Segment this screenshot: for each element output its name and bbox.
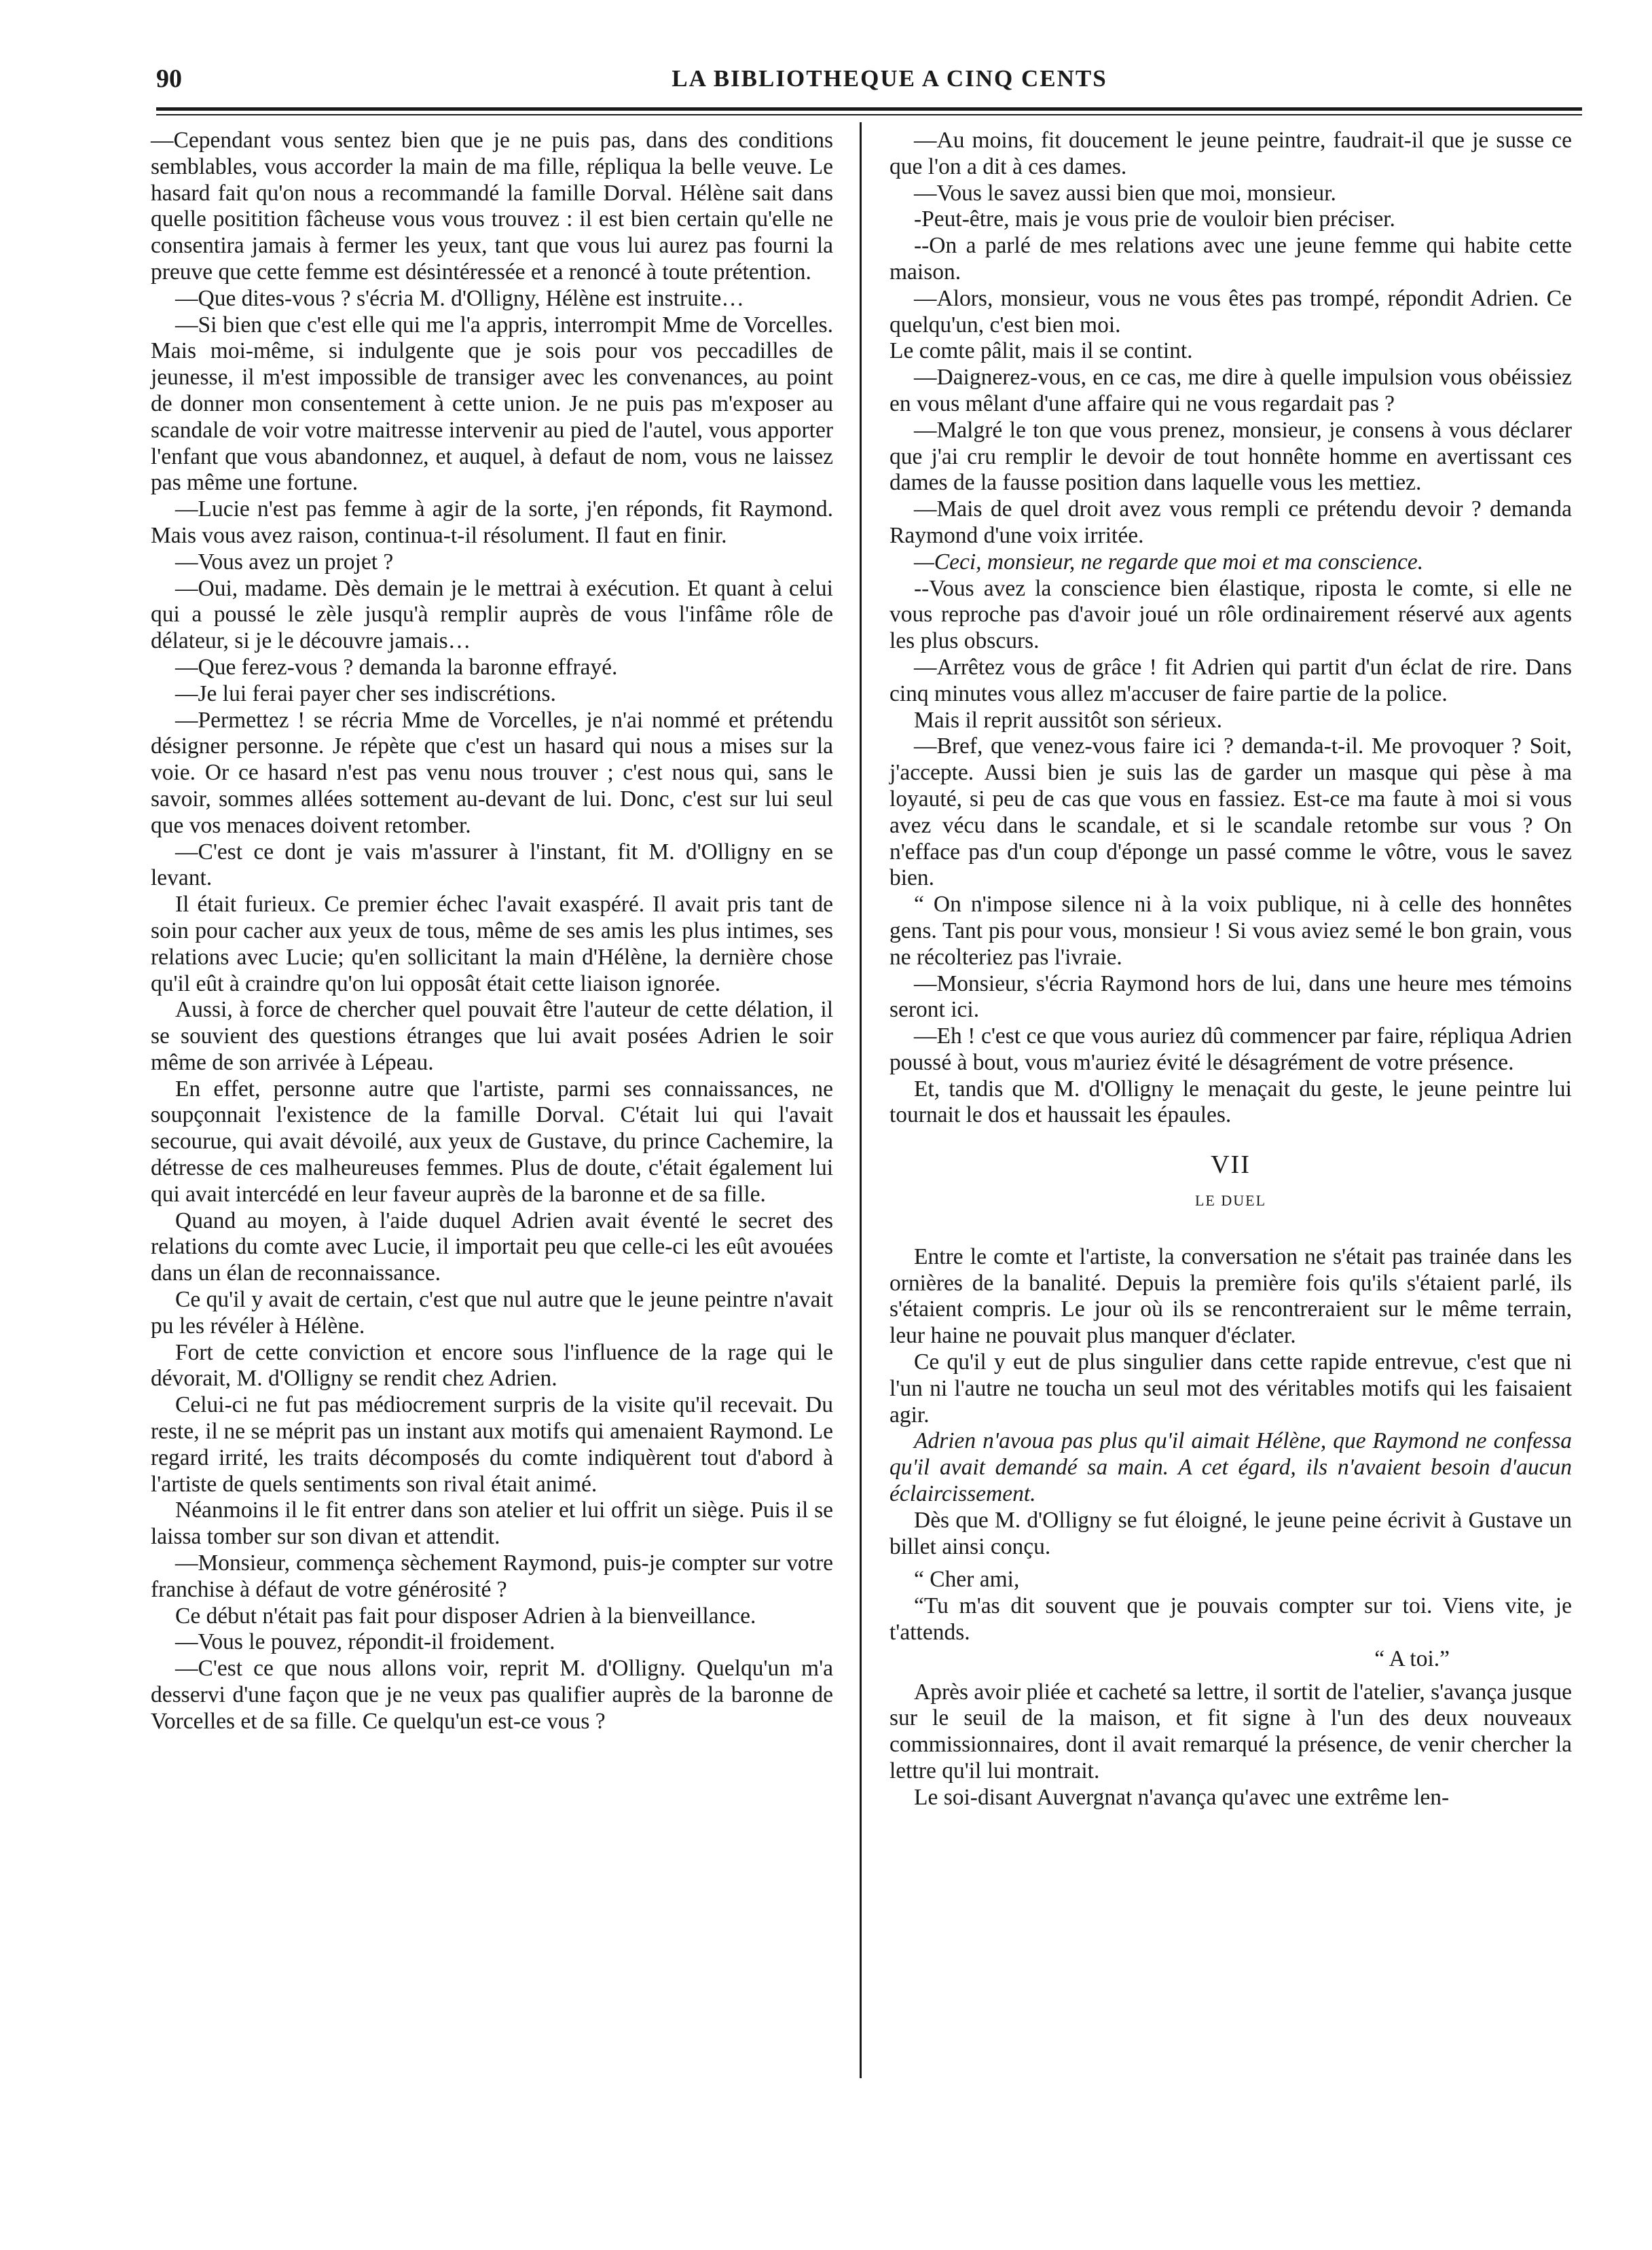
page-header	[156, 60, 1582, 101]
paragraph: —Vous avez un projet ?	[175, 549, 394, 575]
paragraph: —Daignerez-vous, en ce cas, me dire à quelle impulsion vous obéissiez en vous mêlant d'une affaire qui ne vous regardait pas ?	[889, 365, 1572, 416]
paragraph: --On a parlé de mes relations avec une jeune femme qui habite cette maison.	[889, 233, 1572, 285]
paragraph: --Vous avez la conscience bien élastique, riposta le comte, si elle ne vous reproche pas d'avoir joué un rôle ordinairement réservé aux agents les plus obscurs.	[889, 575, 1572, 654]
paragraph: —Vous le savez aussi bien que moi, monsieur.	[914, 180, 1336, 206]
paragraph: —Eh ! c'est ce que vous auriez dû commencer par faire, répliqua Adrien poussé à bout, vous m'auriez évité le désagrément de votre présence.	[889, 1023, 1572, 1075]
letter-signature: “ A toi.”	[1374, 1646, 1450, 1671]
page-number: 90	[156, 65, 182, 93]
paragraph: Celui-ci ne fut pas médiocrement surpris de la visite qu'il recevait. Du reste, il ne se méprit pas un instant aux motifs qui amenaient Raymond. Le regard irrité, les traits décomposés du comte indiquèrent tout d'abord à l'artiste de quels sentiments son rival était animé.	[151, 1392, 833, 1497]
letter-salutation: “ Cher ami,	[914, 1567, 1020, 1593]
paragraph: Ce qu'il y eut de plus singulier dans cette rapide entrevue, c'est que ni l'un ni l'autre ne toucha un seul mot des véritables motifs qui les faisaient agir.	[889, 1349, 1572, 1428]
column-divider	[860, 122, 862, 2078]
paragraph: Entre le comte et l'artiste, la conversation ne s'était pas trainée dans les ornières de la banalité. Depuis la première fois qu'ils s'étaient parlé, ils s'étaient compris. Le jour où ils se rencontreraient sur le même terrain, leur haine ne pouvait plus manquer d'éclater.	[889, 1244, 1572, 1349]
paragraph: Mais il reprit aussitôt son sérieux.	[914, 707, 1223, 733]
paragraph: —Malgré le ton que vous prenez, monsieur, je consens à vous déclarer que j'ai cru remplir le devoir de tout honnête homme en avertissant ces dames de la fausse position dans laquelle vous les mettiez.	[889, 417, 1572, 496]
paragraph: Et, tandis que M. d'Olligny le menaçait du geste, le jeune peintre lui tournait le dos et haussait les épaules.	[889, 1076, 1572, 1128]
paragraph: “ On n'impose silence ni à la voix publique, ni à celle des honnêtes gens. Tant pis pour vous, monsieur ! Si vous aviez semé le bon grain, vous ne récolteriez pas l'ivraie.	[889, 892, 1572, 970]
paragraph: —Monsieur, s'écria Raymond hors de lui, dans une heure mes témoins seront ici.	[889, 970, 1572, 1023]
paragraph: Fort de cette conviction et encore sous l'influence de la rage qui le dévorait, M. d'Olligny se rendit chez Adrien.	[151, 1339, 833, 1392]
paragraph: —Que ferez-vous ? demanda la baronne effrayé.	[175, 654, 618, 680]
paragraph: Le soi-disant Auvergnat n'avança qu'avec une extrême len-	[914, 1784, 1450, 1810]
paragraph: Néanmoins il le fit entrer dans son atelier et lui offrit un siège. Puis il se laissa tomber sur son divan et attendit.	[151, 1498, 833, 1550]
paragraph: Adrien n'avoua pas plus qu'il aimait Hélène, que Raymond ne confessa qu'il avait demandé sa main. A cet égard, ils n'avaient besoin d'aucun éclaircissement.	[889, 1428, 1572, 1507]
paragraph: —Alors, monsieur, vous ne vous êtes pas trompé, répondit Adrien. Ce quelqu'un, c'est bien moi.	[889, 285, 1572, 338]
paragraph: —Oui, madame. Dès demain je le mettrai à exécution. Et quant à celui qui a poussé le zèle jusqu'à remplir auprès de vous l'infâme rôle de délateur, si je le découvre jamais…	[151, 575, 833, 654]
paragraph: —Lucie n'est pas femme à agir de la sorte, j'en réponds, fit Raymond. Mais vous avez raison, continua-t-il résolument. Il faut en finir.	[151, 496, 833, 548]
paragraph: Dès que M. d'Olligny se fut éloigné, le jeune peine écrivit à Gustave un billet ainsi conçu.	[889, 1507, 1572, 1559]
chapter-number: VII	[1211, 1150, 1251, 1180]
paragraph: —Vous le pouvez, répondit-il froidement.	[175, 1629, 555, 1655]
paragraph: —C'est ce dont je vais m'assurer à l'instant, fit M. d'Olligny en se levant.	[151, 839, 833, 891]
paragraph: Ce qu'il y avait de certain, c'est que nul autre que le jeune peintre n'avait pu les révéler à Hélène.	[151, 1287, 833, 1339]
left-column	[151, 128, 833, 1735]
paragraph: —Monsieur, commença sèchement Raymond, puis-je compter sur votre franchise à défaut de votre générosité ?	[151, 1550, 833, 1602]
header-rule-thin	[156, 114, 1582, 115]
running-title: LA BIBLIOTHEQUE A CINQ CENTS	[672, 65, 1107, 92]
right-column	[889, 128, 1572, 1811]
paragraph: —Mais de quel droit avez vous rempli ce prétendu devoir ? demanda Raymond d'une voix irritée.	[889, 496, 1572, 548]
paragraph: —Bref, que venez-vous faire ici ? demanda-t-il. Me provoquer ? Soit, j'accepte. Aussi bien je suis las de garder un masque qui pèse à ma loyauté, si peu de cas que vous en fassiez. Est-ce ma faute à moi si vous avez vécu dans le scandale, et si le scandale retombe sur vous ? On n'efface pas d'un coup d'éponge un passé comme le vôtre, vous le savez bien.	[889, 733, 1572, 891]
paragraph: —Si bien que c'est elle qui me l'a appris, interrompit Mme de Vorcelles. Mais moi-même, si indulgente que je sois pour vos peccadilles de jeunesse, il m'est impossible de transiger avec les convenances, au point de donner mon consentement à cette union. Je ne puis pas m'exposer au scandale de voir votre maitresse intervenir au pied de l'autel, vous apporter l'enfant que vous abandonnez, et auquel, à defaut de nom, vous ne laissez pas même une fortune.	[151, 312, 833, 496]
paragraph: Aussi, à force de chercher quel pouvait être l'auteur de cette délation, il se souvient des questions étranges que lui avait posées Adrien le soir même de son arrivée à Lépeau.	[151, 997, 833, 1075]
header-rule-thick	[156, 107, 1582, 111]
paragraph: —C'est ce que nous allons voir, reprit M. d'Olligny. Quelqu'un m'a desservi d'une façon que je ne veux pas qualifier auprès de la baronne de Vorcelles et de sa fille. Ce quelqu'un est-ce vous ?	[151, 1656, 833, 1734]
paragraph: Il était furieux. Ce premier échec l'avait exaspéré. Il avait pris tant de soin pour cacher aux yeux de tous, même de ses amis les plus intimes, ses relations avec Lucie; qu'en sollicitant la main d'Hélène, la dernière chose qu'il eût à craindre qu'on lui opposât était cette liaison ignorée.	[151, 892, 833, 996]
paragraph: —Je lui ferai payer cher ses indiscrétions.	[175, 681, 556, 706]
paragraph: —Que dites-vous ? s'écria M. d'Olligny, Hélène est instruite…	[175, 285, 744, 311]
paragraph: Le comte pâlit, mais il se contint.	[889, 338, 1193, 364]
paragraph: —Arrêtez vous de grâce ! fit Adrien qui partit d'un éclat de rire. Dans cinq minutes vous allez m'accuser de faire partie de la police.	[889, 654, 1572, 706]
paragraph: —Au moins, fit doucement le jeune peintre, faudrait-il que je susse ce que l'on a dit à ces dames.	[889, 128, 1572, 179]
letter-body: “Tu m'as dit souvent que je pouvais compter sur toi. Viens vite, je t'attends.	[889, 1593, 1572, 1646]
chapter-title: LE DUEL	[1194, 1192, 1267, 1210]
paragraph: En effet, personne autre que l'artiste, parmi ses connaissances, ne soupçonnait l'existence de la famille Dorval. C'était lui qui l'avait secourue, qui avait dévoilé, aux yeux de Gustave, du prince Cachemire, la détresse de ces malheureuses femmes. Plus de doute, c'était également lui qui avait intercédé en leur faveur auprès de la baronne et de sa fille.	[151, 1076, 833, 1207]
paragraph: Quand au moyen, à l'aide duquel Adrien avait éventé le secret des relations du comte avec Lucie, il importait peu que celle-ci les eût avouées dans un élan de reconnaissance.	[151, 1208, 833, 1286]
paragraph: -Peut-être, mais je vous prie de vouloir bien préciser.	[914, 206, 1395, 232]
paragraph: —Permettez ! se récria Mme de Vorcelles, je n'ai nommé et prétendu désigner personne. Je répète que c'est un hasard qui nous a mises sur la voie. Or ce hasard n'est pas venu nous trouver ; c'est nous qui, sans le savoir, sommes allées sottement au-devant de lui. Donc, c'est sur lui seul que vos menaces doivent retomber.	[151, 707, 833, 838]
paragraph: —Ceci, monsieur, ne regarde que moi et ma conscience.	[914, 549, 1424, 575]
paragraph: —Cependant vous sentez bien que je ne puis pas, dans des conditions semblables, vous accorder la main de ma fille, répliqua la belle veuve. Le hasard fait qu'on nous a recommandé la famille Dorval. Hélène sait dans quelle positition fâcheuse vous vous trouvez : il est bien certain qu'elle ne consentira jamais à fermer les yeux, tant que vous lui aurez pas fourni la preuve que cette femme est désintéressée et a renoncé à toute prétention.	[151, 128, 833, 285]
paragraph: Après avoir pliée et cacheté sa lettre, il sortit de l'atelier, s'avança jusque sur le seuil de la maison, et fit signe à l'un des deux nouveaux commissionnaires, dont il avait remarqué la présence, de venir chercher la lettre qu'il lui montrait.	[889, 1679, 1572, 1784]
paragraph: Ce début n'était pas fait pour disposer Adrien à la bienveillance.	[175, 1603, 756, 1629]
